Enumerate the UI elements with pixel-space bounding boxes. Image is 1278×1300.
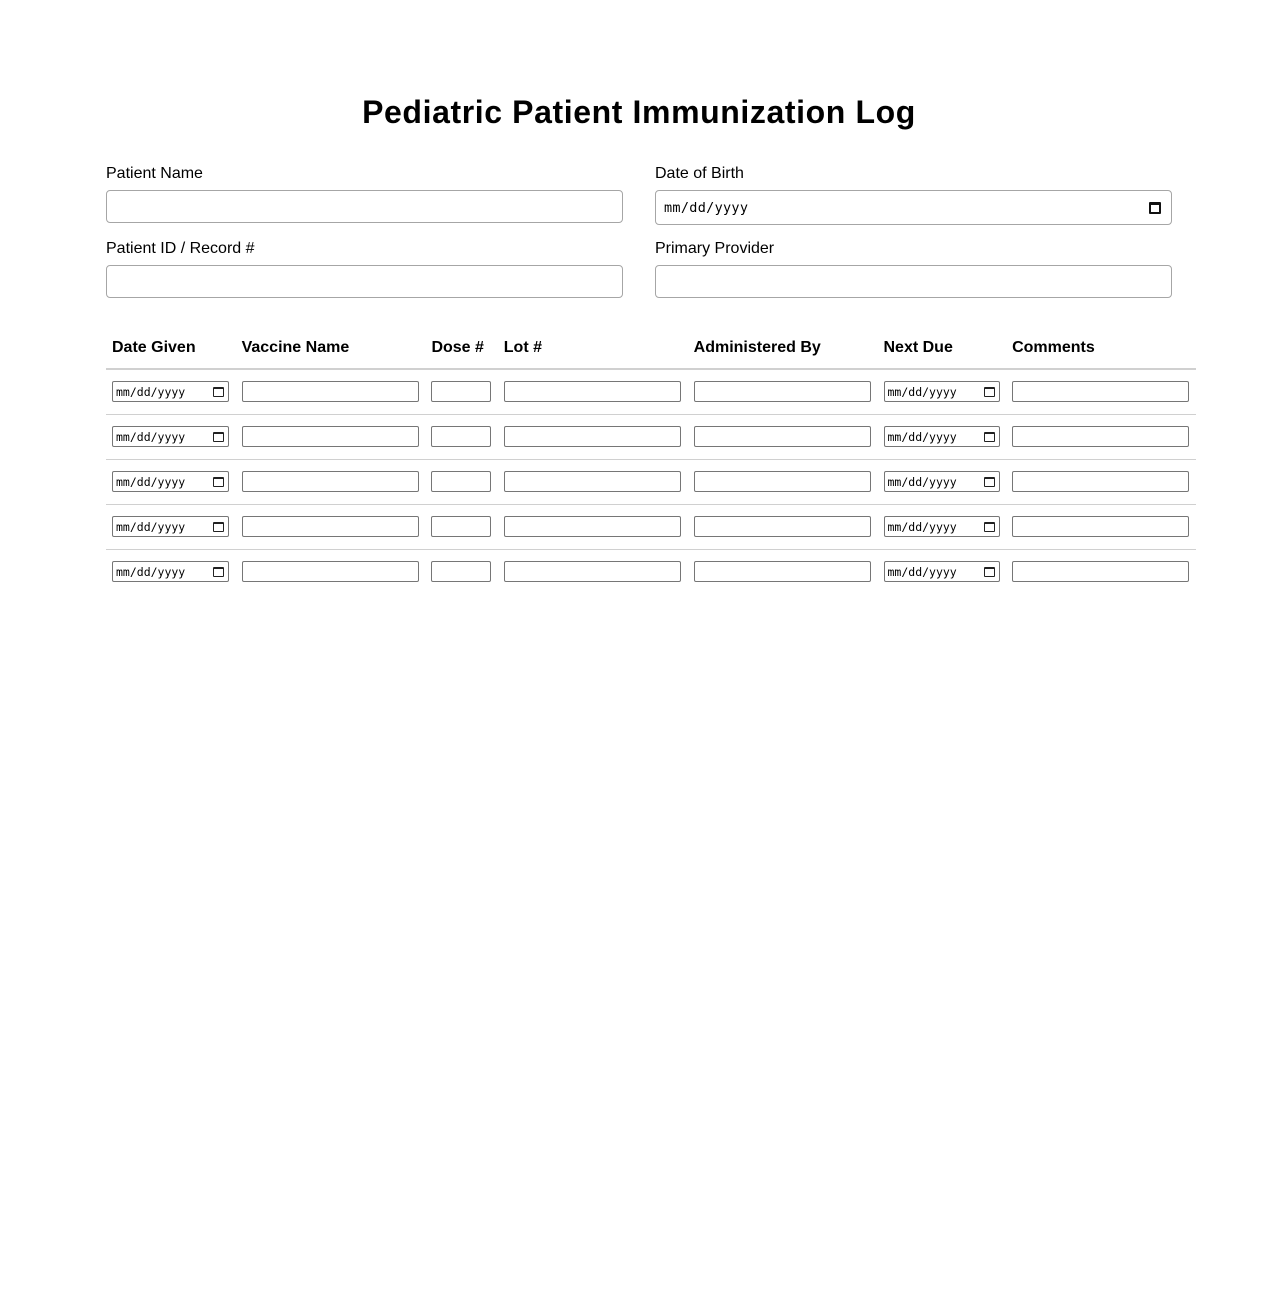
dose-number-input[interactable] [431,516,491,537]
cell-vaccine-name [236,414,426,459]
date-placeholder: mm/dd/yyyy [887,519,957,534]
cell-comments [1006,414,1196,459]
patient-id-field-group [106,240,623,298]
cell-date-given [106,459,236,504]
cell-dose [425,459,497,504]
cell-comments [1006,549,1196,594]
vaccine-name-input[interactable] [242,381,419,402]
column-header-next-due: Next Due [878,330,1007,369]
column-header-dose: Dose # [425,330,497,369]
cell-comments [1006,369,1196,414]
cell-next-due [878,549,1007,594]
calendar-icon[interactable] [1149,202,1161,214]
cell-dose [425,369,497,414]
date-placeholder: mm/dd/yyyy [116,384,186,399]
cell-lot [498,459,688,504]
next-due-input[interactable] [884,426,1000,447]
table-row [106,369,1196,414]
date-placeholder: mm/dd/yyyy [887,474,957,489]
column-header-lot: Lot # [498,330,688,369]
vaccine-name-input[interactable] [242,471,419,492]
date-of-birth-input[interactable] [655,190,1172,225]
cell-next-due [878,459,1007,504]
cell-administered-by [688,504,878,549]
date-placeholder: mm/dd/yyyy [116,474,186,489]
calendar-icon[interactable] [984,432,995,442]
column-header-vaccine-name: Vaccine Name [236,330,426,369]
table-row [106,504,1196,549]
cell-date-given [106,369,236,414]
lot-number-input[interactable] [504,426,681,447]
patient-name-label: Patient Name [106,165,203,182]
cell-dose [425,549,497,594]
next-due-input[interactable] [884,381,1000,402]
column-header-date-given: Date Given [106,330,236,369]
cell-administered-by [688,459,878,504]
next-due-input[interactable] [884,516,1000,537]
date-placeholder: mm/dd/yyyy [116,564,186,579]
table-row [106,414,1196,459]
cell-date-given [106,549,236,594]
column-header-comments: Comments [1006,330,1196,369]
cell-vaccine-name [236,459,426,504]
patient-name-field-group [106,165,623,223]
lot-number-input[interactable] [504,381,681,402]
cell-next-due [878,504,1007,549]
date-placeholder: mm/dd/yyyy [887,564,957,579]
calendar-icon[interactable] [213,477,224,487]
cell-date-given [106,504,236,549]
table-header-row [106,330,1196,369]
administered-by-input[interactable] [694,471,871,492]
comments-input[interactable] [1012,381,1189,402]
calendar-icon[interactable] [213,567,224,577]
administered-by-input[interactable] [694,381,871,402]
patient-id-input[interactable] [106,265,623,298]
cell-lot [498,549,688,594]
dose-number-input[interactable] [431,426,491,447]
date-placeholder: mm/dd/yyyy [664,199,749,216]
table-row [106,459,1196,504]
administered-by-input[interactable] [694,426,871,447]
cell-dose [425,504,497,549]
cell-comments [1006,459,1196,504]
date-given-input[interactable] [112,561,229,582]
cell-vaccine-name [236,504,426,549]
next-due-input[interactable] [884,561,1000,582]
calendar-icon[interactable] [213,387,224,397]
vaccine-name-input[interactable] [242,561,419,582]
vaccine-name-input[interactable] [242,426,419,447]
administered-by-input[interactable] [694,516,871,537]
cell-administered-by [688,549,878,594]
lot-number-input[interactable] [504,561,681,582]
cell-comments [1006,504,1196,549]
cell-next-due [878,369,1007,414]
date-given-input[interactable] [112,381,229,402]
comments-input[interactable] [1012,471,1189,492]
calendar-icon[interactable] [213,432,224,442]
cell-vaccine-name [236,369,426,414]
administered-by-input[interactable] [694,561,871,582]
table-row [106,549,1196,594]
cell-lot [498,414,688,459]
page-title: Pediatric Patient Immunization Log [362,94,916,130]
primary-provider-label: Primary Provider [655,240,775,257]
comments-input[interactable] [1012,561,1189,582]
next-due-input[interactable] [884,471,1000,492]
date-placeholder: mm/dd/yyyy [887,384,957,399]
date-placeholder: mm/dd/yyyy [116,429,186,444]
cell-lot [498,504,688,549]
cell-lot [498,369,688,414]
calendar-icon[interactable] [213,522,224,532]
comments-input[interactable] [1012,516,1189,537]
comments-input[interactable] [1012,426,1189,447]
lot-number-input[interactable] [504,516,681,537]
primary-provider-field-group [655,240,1172,298]
cell-next-due [878,414,1007,459]
date-given-input[interactable] [112,471,229,492]
calendar-icon[interactable] [984,477,995,487]
date-placeholder: mm/dd/yyyy [887,429,957,444]
patient-id-label: Patient ID / Record # [106,240,255,257]
primary-provider-input[interactable] [655,265,1172,298]
date-of-birth-label: Date of Birth [655,165,744,182]
calendar-icon[interactable] [984,387,995,397]
vaccine-name-input[interactable] [242,516,419,537]
immunization-log-table [106,330,1196,594]
date-given-input[interactable] [112,426,229,447]
cell-administered-by [688,369,878,414]
cell-vaccine-name [236,549,426,594]
cell-dose [425,414,497,459]
calendar-icon[interactable] [984,567,995,577]
lot-number-input[interactable] [504,471,681,492]
dose-number-input[interactable] [431,471,491,492]
date-given-input[interactable] [112,516,229,537]
cell-administered-by [688,414,878,459]
date-of-birth-field-group [655,165,1172,225]
dose-number-input[interactable] [431,381,491,402]
cell-date-given [106,414,236,459]
date-placeholder: mm/dd/yyyy [116,519,186,534]
column-header-administered-by: Administered By [688,330,878,369]
calendar-icon[interactable] [984,522,995,532]
dose-number-input[interactable] [431,561,491,582]
patient-name-input[interactable] [106,190,623,223]
